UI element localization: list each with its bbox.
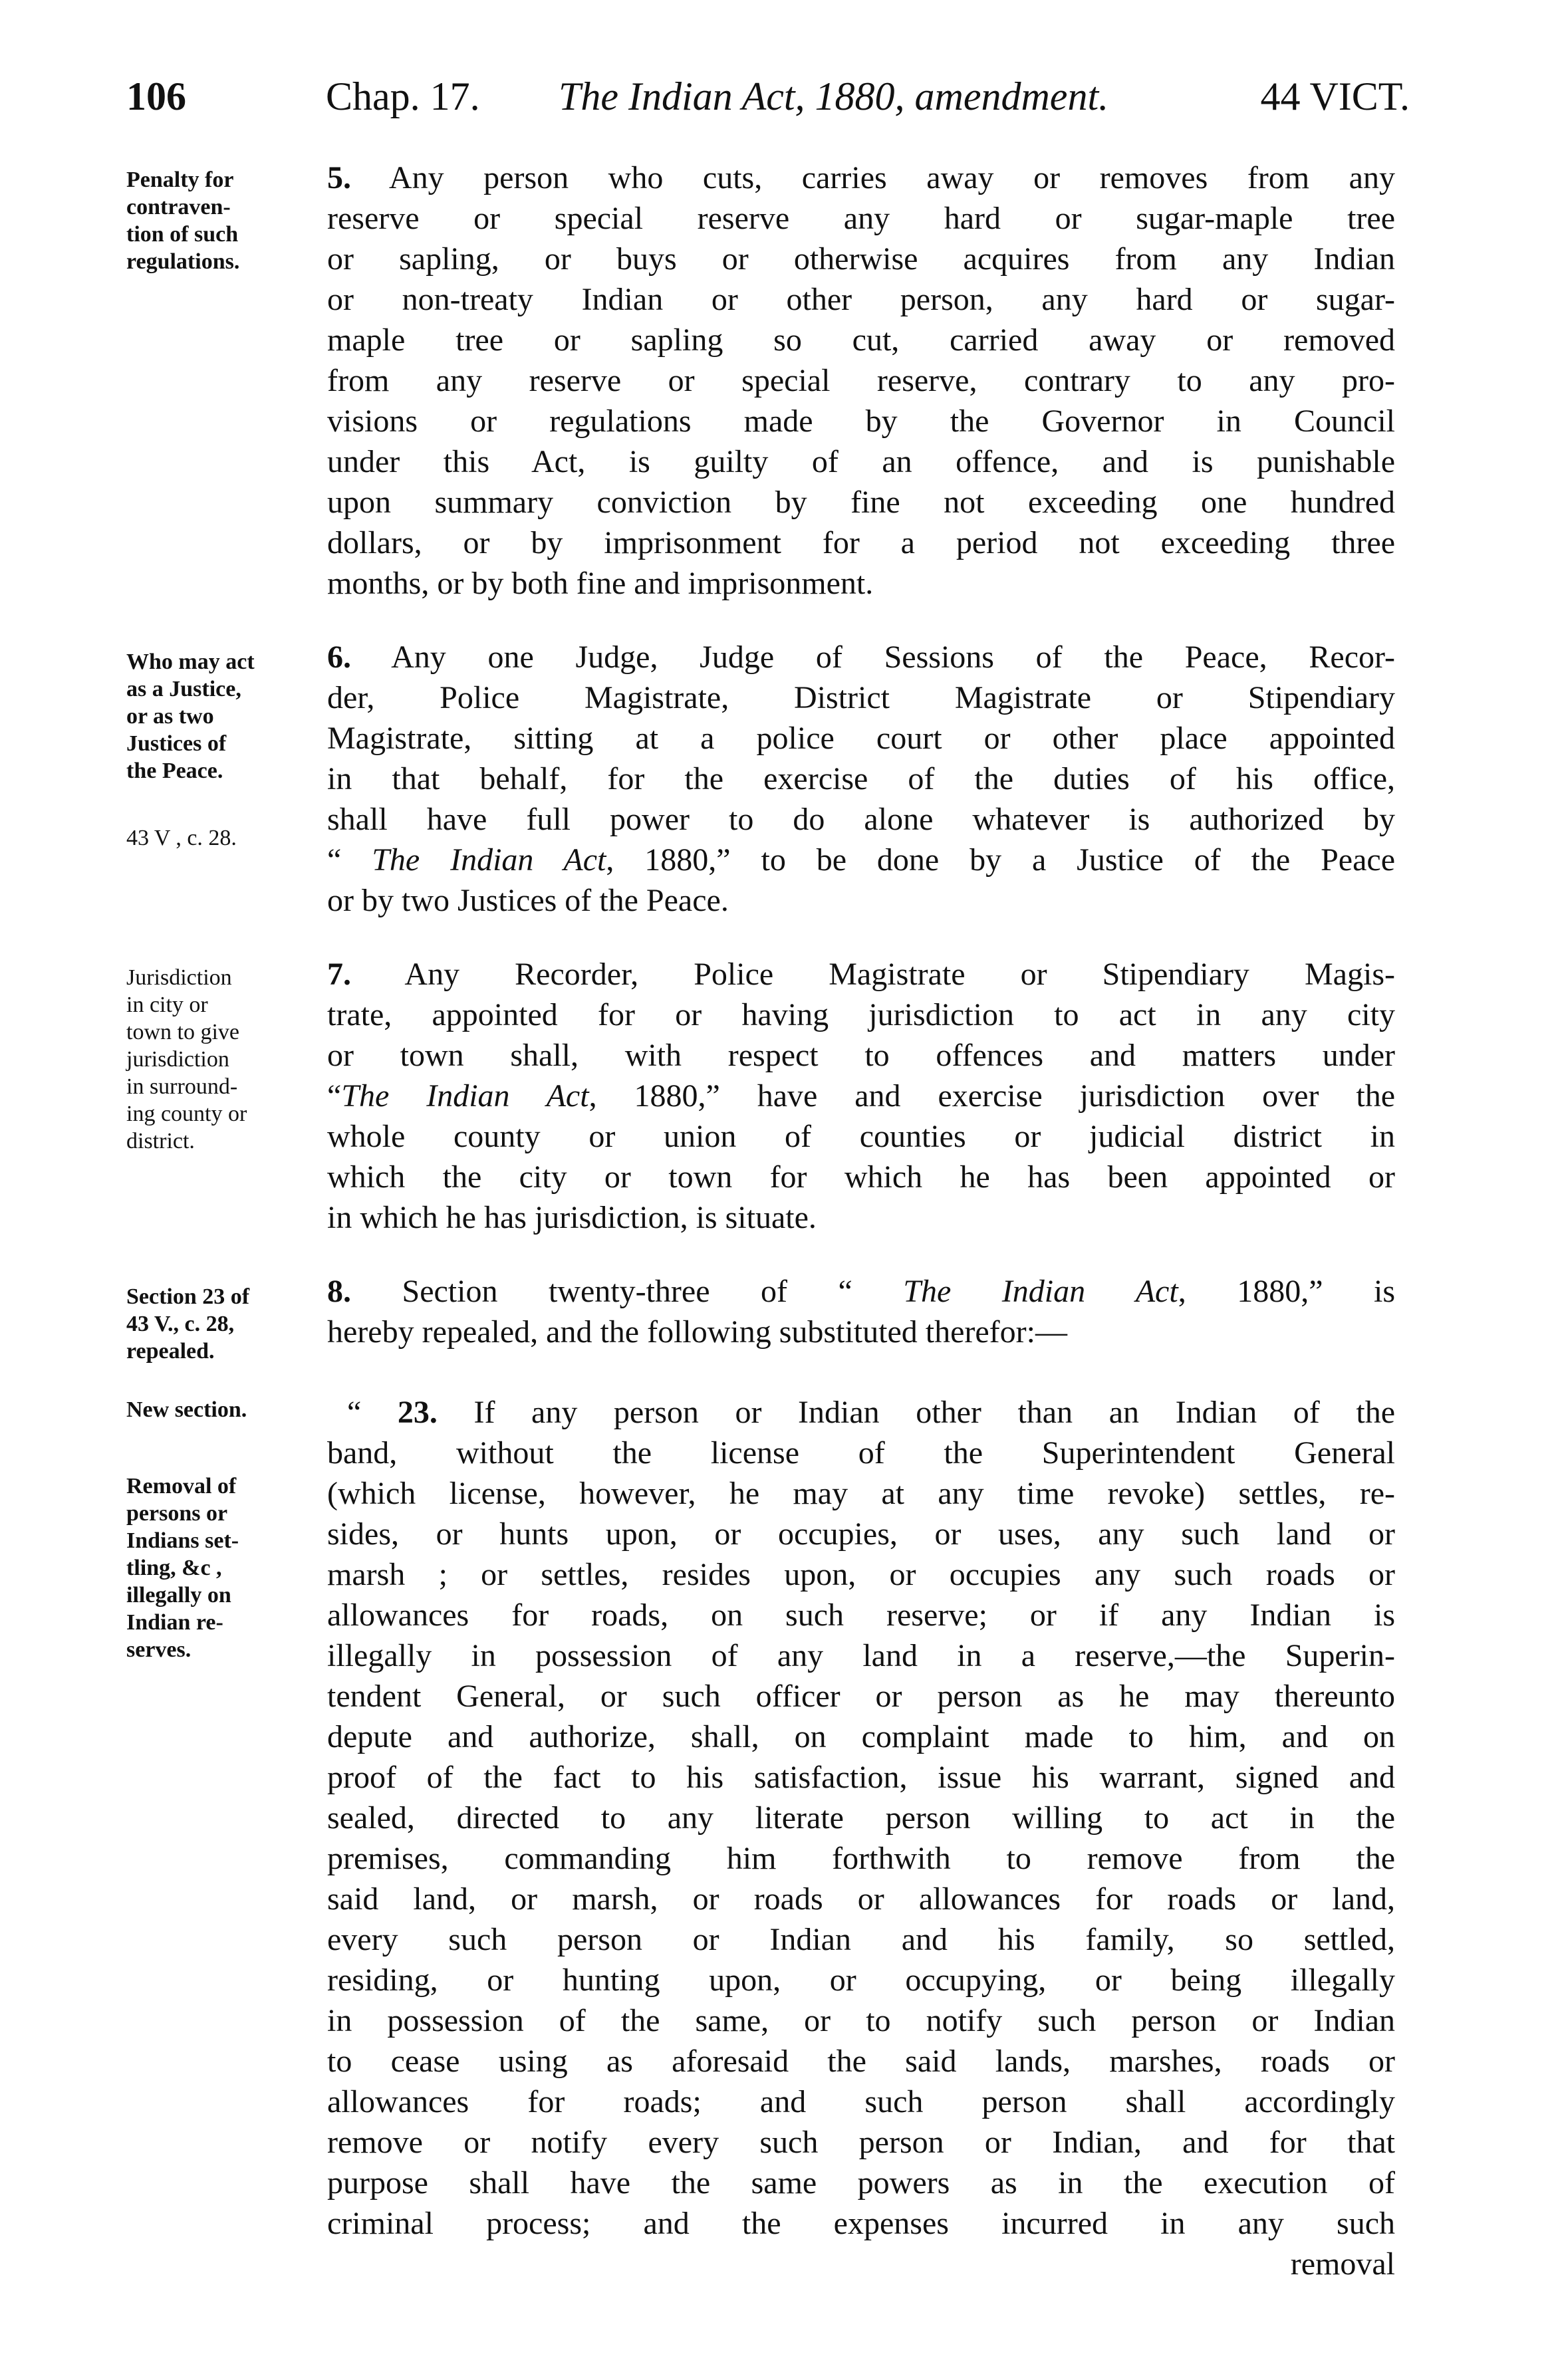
text-line: trate, appointed for or having jurisdiction to act in any city xyxy=(327,997,1395,1032)
text-line: “The Indian Act, 1880,” have and exercise jurisdiction over the xyxy=(327,1078,1395,1114)
text-line: whole county or union of counties or judicial district in xyxy=(327,1119,1395,1154)
text-line: in which he has jurisdiction, is situate. xyxy=(327,1200,817,1235)
text-line: or non-treaty Indian or other person, any hard or sugar- xyxy=(327,282,1395,317)
act-citation: The Indian Act xyxy=(372,842,606,878)
act-citation: The Indian Act xyxy=(903,1274,1178,1309)
text-line: residing, or hunting upon, or occupying, or being illegally xyxy=(327,1963,1395,1998)
text-line: 6. Any one Judge, Judge of Sessions of the Peace, Recor- xyxy=(327,640,1396,675)
text-line: (which license, however, he may at any time revoke) settles, re- xyxy=(327,1476,1395,1511)
text-line: sides, or hunts upon, or occupies, or uses, any such land or xyxy=(327,1516,1395,1552)
page-number: 106 xyxy=(126,74,186,118)
text-line: marsh ; or settles, resides upon, or occupies any such roads or xyxy=(327,1557,1395,1592)
section-8 xyxy=(327,1271,1395,1352)
regnal-year: 44 VICT. xyxy=(1260,74,1410,118)
text-line: months, or by both fine and imprisonment. xyxy=(327,566,874,601)
text-line: to cease using as aforesaid the said lands, marshes, roads or xyxy=(327,2044,1395,2079)
text-line: criminal process; and the expenses incurred in any such xyxy=(327,2206,1395,2241)
text-line: Magistrate, sitting at a police court or other place appointed xyxy=(327,721,1395,756)
marginal-note-removal: Removal of persons or Indians set- tling, &c , illegally on Indian re- serves. xyxy=(126,1474,239,1662)
act-citation: The Indian Act xyxy=(341,1078,589,1114)
text-line: 5. Any person who cuts, carries away or removes from any xyxy=(327,160,1395,195)
section-23 xyxy=(327,1392,1395,2284)
text-line: proof of the fact to his satisfaction, issue his warrant, signed and xyxy=(327,1760,1395,1795)
text-line: illegally in possession of any land in a reserve,—the Superin- xyxy=(327,1638,1395,1673)
text-line: premises, commanding him forthwith to remove from the xyxy=(327,1841,1395,1876)
text-line: purpose shall have the same powers as in the execution of xyxy=(327,2165,1395,2201)
text-line: in possession of the same, or to notify such person or Indian xyxy=(327,2003,1395,2038)
text-line: remove or notify every such person or Indian, and for that xyxy=(327,2125,1395,2160)
section-number: 23. xyxy=(397,1395,438,1430)
text-line: allowances for roads, on such reserve; or if any Indian is xyxy=(327,1598,1395,1633)
text-line: hereby repealed, and the following substituted therefor:— xyxy=(327,1314,1067,1350)
act-title: The Indian Act, 1880, amendment. xyxy=(559,74,1109,118)
running-header xyxy=(126,70,1410,123)
marginal-note-new-section: New section. xyxy=(126,1397,247,1422)
text-line: maple tree or sapling so cut, carried away or removed xyxy=(327,322,1395,358)
text-line: in that behalf, for the exercise of the duties of his office, xyxy=(327,761,1395,796)
text-line: or town shall, with respect to offences and matters under xyxy=(327,1038,1395,1073)
text-line: which the city or town for which he has been appointed or xyxy=(327,1159,1395,1195)
section-5 xyxy=(327,158,1395,604)
text-line: tendent General, or such officer or person as he may thereunto xyxy=(327,1679,1395,1714)
text-line: visions or regulations made by the Governor in Council xyxy=(327,404,1395,439)
text-line: der, Police Magistrate, District Magistrate or Stipendiary xyxy=(327,680,1395,715)
section-7 xyxy=(327,954,1395,1238)
section-number: 8. xyxy=(327,1274,351,1309)
text-line: 8. Section twenty-three of “ The Indian Act, 1880,” is xyxy=(327,1274,1396,1309)
section-6 xyxy=(327,637,1395,921)
text-line: allowances for roads; and such person shall accordingly xyxy=(327,2084,1395,2119)
text-line: dollars, or by imprisonment for a period not exceeding three xyxy=(327,525,1395,560)
section-number: 5. xyxy=(327,160,351,195)
section-number: 7. xyxy=(327,957,351,992)
text-line: upon summary conviction by fine not exceeding one hundred xyxy=(327,485,1395,520)
text-line: “ The Indian Act, 1880,” to be done by a Justice of the Peace xyxy=(327,842,1396,878)
text-line: shall have full power to do alone whatever is authorized by xyxy=(327,802,1395,837)
text-line: said land, or marsh, or roads or allowances for roads or land, xyxy=(327,1881,1395,1917)
text-line: under this Act, is guilty of an offence, and is punishable xyxy=(327,444,1395,479)
text-line: 7. Any Recorder, Police Magistrate or Stipendiary Magis- xyxy=(327,957,1395,992)
marginal-note-justice: Who may act as a Justice, or as two Justices of the Peace. xyxy=(126,650,255,783)
text-line: reserve or special reserve any hard or sugar-maple tree xyxy=(327,201,1395,236)
text-line: or by two Justices of the Peace. xyxy=(327,883,729,918)
text-line: from any reserve or special reserve, contrary to any pro- xyxy=(327,363,1395,398)
chapter-label: Chap. 17. xyxy=(326,74,480,118)
marginal-note-penalty: Penalty for contraven- tion of such regulations. xyxy=(126,168,240,274)
section-number: 6. xyxy=(327,640,351,675)
marginal-note-jurisdiction: Jurisdiction in city or town to give jurisdiction in surround- ing county or district. xyxy=(126,965,247,1153)
marginal-note-citation: 43 V , c. 28. xyxy=(126,826,237,850)
text-line: sealed, directed to any literate person willing to act in the xyxy=(327,1800,1395,1836)
text-line: “ 23. If any person or Indian other than an Indian of the xyxy=(347,1395,1396,1430)
marginal-note-repealed: Section 23 of 43 V., c. 28, repealed. xyxy=(126,1284,250,1364)
text-line: depute and authorize, shall, on complaint made to him, and on xyxy=(327,1719,1395,1754)
text-line: every such person or Indian and his family, so settled, xyxy=(327,1922,1395,1957)
text-line: band, without the license of the Superintendent General xyxy=(327,1435,1395,1471)
text-line: or sapling, or buys or otherwise acquires from any Indian xyxy=(327,241,1395,277)
catchword: removal xyxy=(1290,2246,1395,2282)
